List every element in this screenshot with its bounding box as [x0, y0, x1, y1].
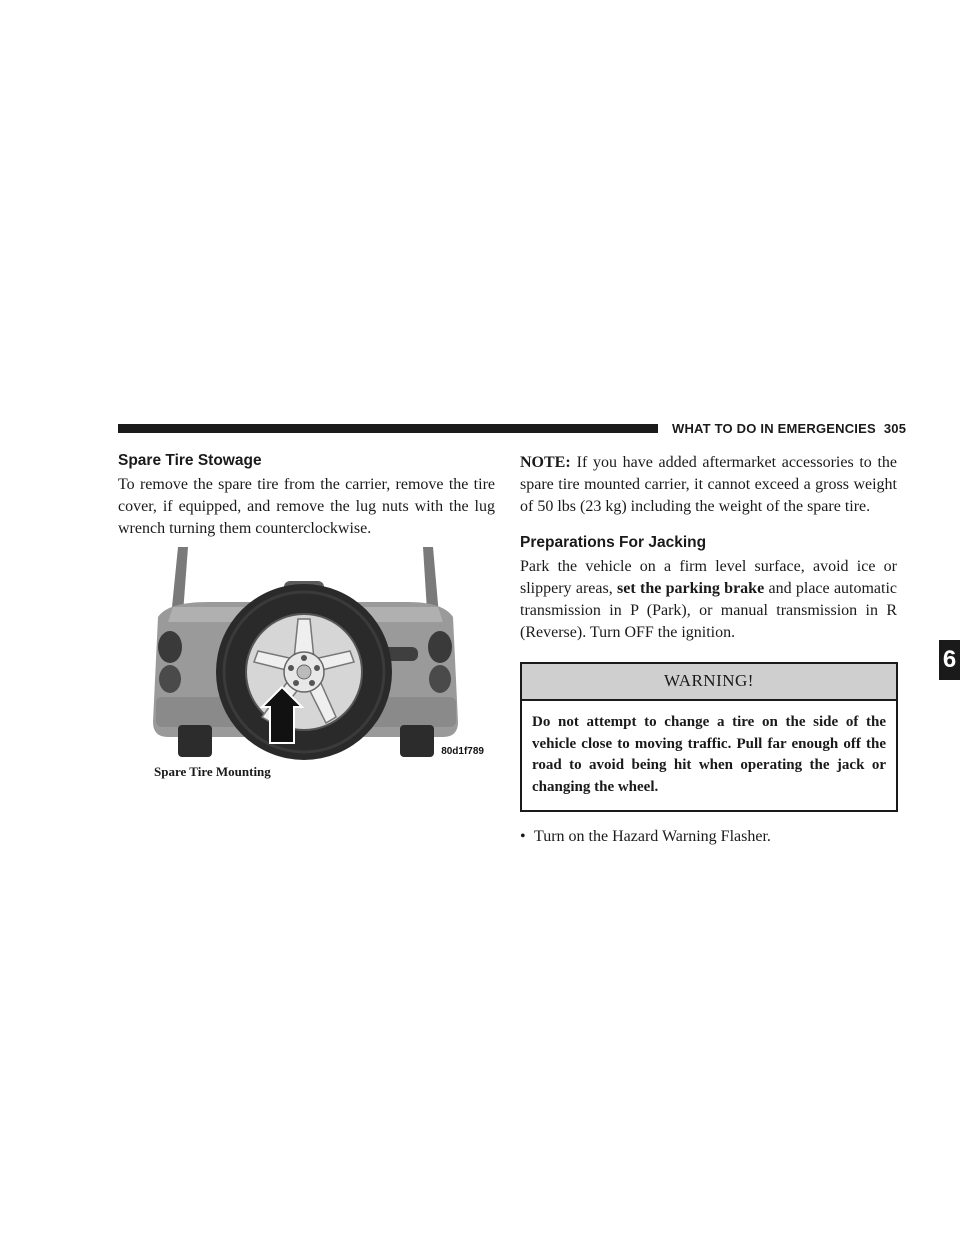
spare-tire-figure [118, 547, 492, 763]
spare-tire-illustration [118, 547, 492, 763]
figure-code: 80d1f789 [441, 746, 484, 757]
preparations-heading: Preparations For Jacking [520, 534, 707, 551]
note-text: If you have added aftermarket accessories to the spare tire mounted carrier, it cannot exceed a gross weight of 50 lbs (23 kg) including the weight of the spare tire. [520, 454, 897, 515]
preparations-section [520, 534, 897, 644]
warning-text: Do not attempt to change a tire on the side of the vehicle close to moving traffic. Pull far enough off the road to avoid being hit when operating the jack or changing the wheel. [532, 714, 886, 795]
bullet-text: Turn on the Hazard Warning Flasher. [534, 828, 771, 845]
spare-tire-stowage-text: To remove the spare tire from the carrier, remove the tire cover, if equipped, and remove the lug nuts with the lug wrench turning them counterclockwise. [118, 476, 495, 537]
preparations-text [520, 556, 897, 644]
preparations-text-part2: and place automatic transmission in P (Park), or manual transmission in R (Reverse). Turn OFF the ignition. [520, 580, 898, 641]
parking-brake-emphasis: set the parking brake [617, 580, 765, 597]
bullet-item [520, 826, 897, 848]
figure-caption: Spare Tire Mounting [154, 764, 271, 779]
running-header [672, 421, 906, 436]
preparations-text-part1: Park the vehicle on a firm level surface, avoid ice or slippery areas, [520, 558, 897, 597]
note-label: NOTE: [520, 454, 571, 471]
warning-box [520, 662, 898, 812]
right-column [520, 452, 897, 848]
note-paragraph [520, 452, 897, 518]
chapter-tab: 6 [939, 640, 960, 680]
warning-title: WARNING! [522, 664, 896, 701]
spare-tire-stowage-heading: Spare Tire Stowage [118, 452, 262, 469]
bullet-symbol: • [520, 828, 526, 845]
left-column [118, 452, 495, 780]
section-title: WHAT TO DO IN EMERGENCIES [672, 421, 876, 436]
page-number: 305 [883, 421, 907, 436]
header-rule [118, 424, 658, 433]
